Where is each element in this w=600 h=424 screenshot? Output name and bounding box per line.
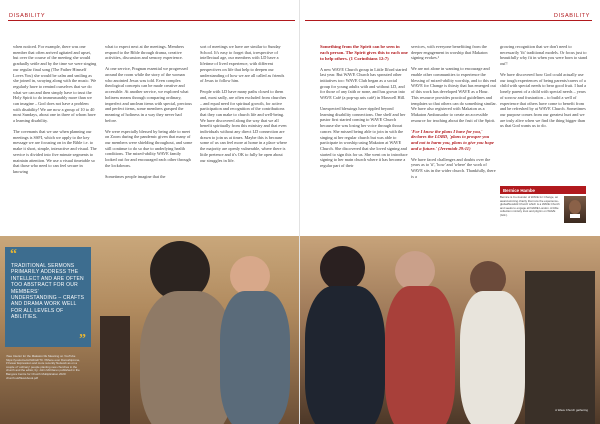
photo-caption: A Wave Church gathering <box>555 408 588 412</box>
author-collar <box>570 214 580 218</box>
photo-figure <box>100 316 130 424</box>
paragraph: We are not alone in wanting to encourage and enable other communities to experience the blessing of mixed-ability worship, and to this end WAVE for Change is thirsty that has emerged out of this work has developed WAVE as a Hour. This resource provides practical guidelines and templates so that others can do something similar. We have also registered with Makaton as a Makaton Ambassador to create an accessible resource for teaching about the fruit of the Spirit. <box>411 66 497 123</box>
paragraph: when noticed. For example, there was one member that often arrived agitated and upset, but over the course of the meeting she would gradually settle and by the time we were singing our regular final song (The Father Himself Loves You) she would be calm and smiling as she joined in, swaying along with the music. We regularly have to remind ourselves that we do what we can and then simply have to trust the Holy Spirit to do immeasurably more than we can imagine – God does not have a problem with disability! We are now a group of 10 to 40 most Sundays, about one in three of whom have a learning disability. <box>13 44 97 124</box>
paragraph: what to expect next at the meetings. Members respond to the Bible through drama, creative activities, discussion and sensory experience. <box>105 44 184 61</box>
open-quote-icon: “ <box>10 247 17 262</box>
paragraph: The covenants that we use when planning our meetings is SSFI, which we apply to the key message we are focusing on in the Bible i.e. to make it short, simple, interactive and visual. The service is divided into five minute segments to maintain attention. We use a visual timetable so that those who need to can feel secure in knowing <box>13 129 97 174</box>
left-section-label: DISABILITY <box>9 12 46 19</box>
author-name: Bernice Hambe <box>500 186 586 194</box>
right-photo <box>300 236 600 424</box>
column-6 <box>500 44 588 134</box>
paragraph: Sometimes people imagine that the <box>105 173 166 179</box>
photo-figure <box>460 291 525 424</box>
bio-body <box>500 196 586 223</box>
footnote: ¹See Interior for the Makaton life Meaning on YouTube https://youtu.be/ocNdCwFT0. ²Where ever Donsshipzone, if Fewer Expression and more recently Network as on a couple of 'ordinary' people planting new churches in the church and the editor, by: John McClaren published in the Bangora Centre for Church Multiplication 2020: church.uk/files/ebook.pdf <box>6 354 81 380</box>
paragraph: People with LD have many paths closed to them and, most sadly, are often excluded from churches – and equal need for spiritual growth, for active participation and recognition of the contributions that they can make to church life and well-being. We have discovered along the way that we all benefit spiritually from this ministry and that even individuals without any direct LD connection are drawn to join us at times. Maybe this is because some of us can feel more at home in a place where the majority are openly vulnerable, where there is little pretence and it's OK to fully be open about our struggles in life. <box>200 89 287 163</box>
paragraph: At one service, Pragnan essential we progressed around the room while the story of the woman who anointed Jesus was told. Even complex theological concepts can be made creative and accessible. At another service, we explored what holiness means through comparing ordinary, imperfect and unclean items with special, precious and perfect items, some members grasped the meaning of holiness in a way they never had before. <box>105 66 192 123</box>
photo-figure <box>385 286 455 424</box>
paragraph: Unexpected blessings have rippled beyond learning disability connections. One shelf and her pastor first started coming to WAVE Church because she was losing her voice through throat cancer. She missed being able to join in with the singing at her regular church but was able to participate in worship using Makaton at WAVE Church. She discovered that she loved signing and started to sign this for us. She went on to introduce signing to her main church where it has become a regular part of their <box>320 105 408 169</box>
photo-figure <box>220 291 290 424</box>
photo-figure <box>305 286 385 424</box>
scripture-lead: Something from the Spirit can be seen in each person. The Spirit gives this to each one to help others. (1 Corinthians 12:7) <box>320 44 408 61</box>
paragraph: growing recognition that we don't need to necessarily 'fit' traditional models. Or focus just to beautifully why fit in when you were born to stand out'! <box>500 44 588 67</box>
photo-figure <box>230 256 270 296</box>
column-1 <box>13 44 97 180</box>
paragraph: services, with everyone benefitting from the deeper engagement in worship that Makaton signing evokes.¹ <box>411 44 488 61</box>
paragraph: We have discovered how God could actually use our tough experiences of being parents/carers of a child with special needs to bear good fruit. I had a lonely parent of a child with special needs – years of sorrow and frustration – to build a well of experience that others have come to benefit from and be refreshed by at WAVE Church. Sometimes our purpose comes from our greatest hurt and we are truly alive when we find the thing bigger than us that God wants us to do. <box>500 72 587 129</box>
left-header <box>5 11 49 20</box>
paragraph: We have faced challenges and doubts over the years as to 'if', 'how' and 'where' the work of WAVE sits in the wider church. Thankfully, there is a <box>411 156 496 179</box>
author-bio <box>500 186 586 223</box>
column-5 <box>411 44 497 185</box>
close-quote-icon: ” <box>79 332 86 347</box>
bio-text: Bernice is Co-founder of WAVE for Change, an award-winning charity that runs the experience-global/Newfold Church which is a WAVE Church and seeks to engage all NAWE London. A bible collection ministry trust and pilgrim on WAVE (Gld.). <box>500 195 560 217</box>
paragraph: A new WAVE Church group in Little Ilford started last year. But WAVE Church has sprouted other initiatives too: WAVE Club began as a social group for young adults with and without LD, and for those of any faith or none, and has grown into WAVE Café (a pop-up arts café) in Maxwell Hill. <box>320 66 407 101</box>
scripture-pullquote: 'For I know the plans I have for you,' declares the LORD, 'plans to prosper you and not to harm you, plans to give you hope and a future.' (Jeremiah 29:11) <box>411 128 494 151</box>
column-3 <box>200 44 288 168</box>
author-photo <box>564 196 586 223</box>
right-header <box>550 11 594 20</box>
column-4 <box>320 44 408 174</box>
author-face <box>569 200 581 214</box>
right-header-rule <box>305 20 592 21</box>
paragraph: We were especially blessed by being able to meet on Zoom during the pandemic given that many of our members were shielding throughout, and some still continue to do so due to underlying health conditions. The mixed-ability WAVE family looked out for and encouraged each other through the lockdowns. <box>105 128 193 168</box>
paragraph: sort of meetings we have are similar to Sunday School. It's easy to forget that, irrespective of intellectual age, our members with LD have a lifetime of lived experience, with different perspectives on life that help to deepen our understanding of how we are all called as friends of Jesus to follow him. <box>200 44 285 84</box>
right-section-label: DISABILITY <box>553 12 590 19</box>
left-header-rule <box>8 20 295 21</box>
photo-figure <box>320 246 365 291</box>
pull-quote-box <box>5 247 91 347</box>
photo-figure <box>525 271 595 424</box>
pull-quote-text: TRADITIONAL SERMONS PRIMARILY ADDRESS THE INTELLECT AND ARE OFTEN TOO ABSTRACT FOR OUR MEMBERS' UNDERSTANDING – CRAFTS AND DRAMA WORK WELL FOR ALL LEVELS OF ABILITIES. <box>11 263 85 321</box>
column-2 <box>105 44 193 185</box>
photo-figure <box>395 251 435 291</box>
